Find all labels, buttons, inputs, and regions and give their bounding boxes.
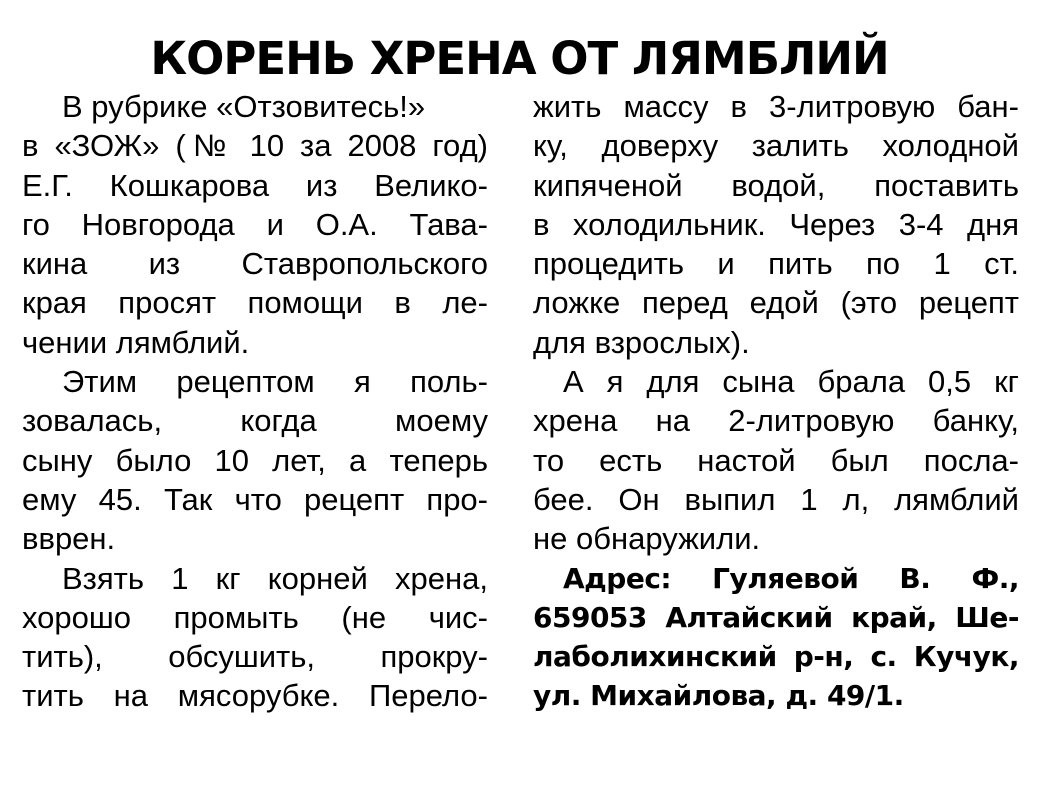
address-line: лаболихинский р-н, с. Кучук, [533, 640, 1019, 674]
paragraph-line: хрена на 2-литровую банку, [533, 403, 1019, 439]
paragraph-line: А я для сына брала 0,5 кг [563, 364, 1019, 400]
paragraph-line: го Новгорода и О.А. Тава- [22, 206, 488, 242]
paragraph-line: вврен. [22, 521, 116, 557]
paragraph-line: сыну было 10 лет, а теперь [22, 442, 488, 478]
paragraph-line: зовалась, когда моему [22, 403, 488, 439]
left-column [22, 87, 488, 716]
paragraph-line: Взять 1 кг корней хрена, [62, 560, 488, 596]
paragraph-line: края просят помощи в ле- [22, 285, 488, 321]
article-title: КОРЕНЬ ХРЕНА ОТ ЛЯМБЛИЙ [150, 32, 889, 85]
paragraph-line: чении лямблий. [22, 324, 250, 360]
paragraph-line: не обнаружили. [533, 521, 761, 557]
paragraph-line: ку, доверху залить холодной [533, 128, 1019, 164]
right-column [533, 87, 1019, 716]
paragraph-line: кипяченой водой, поставить [533, 167, 1019, 203]
paragraph-line: ложке перед едой (это рецепт [533, 285, 1019, 321]
paragraph-line: жить массу в 3-литровую бан- [533, 89, 1019, 124]
paragraph-line: Е.Г. Кошкарова из Велико- [22, 167, 488, 203]
paragraph-line: Этим рецептом я поль- [62, 364, 488, 400]
address-line: ул. Михайлова, д. 49/1. [533, 679, 904, 713]
address-line: 659053 Алтайский край, Ше- [533, 600, 1019, 634]
paragraph-line: хорошо промыть (не чис- [22, 599, 488, 635]
paragraph-line: то есть настой был посла- [533, 442, 1019, 478]
paragraph-line: процедить и пить по 1 ст. [533, 246, 1019, 282]
paragraph-line: тить на мясорубке. Перело- [22, 678, 488, 714]
paragraph-line: для взрослых). [533, 324, 750, 360]
paragraph-line: ему 45. Так что рецепт про- [22, 481, 488, 517]
address-line: Адрес: Гуляевой В. Ф., [563, 561, 1019, 595]
paragraph-line: в «ЗОЖ» (№ 10 за 2008 год) [22, 128, 488, 164]
paragraph-line: тить), обсушить, прокру- [22, 639, 488, 675]
paragraph-line: в холодильник. Через 3-4 дня [533, 206, 1019, 242]
paragraph-line: кина из Ставропольского [22, 246, 488, 282]
paragraph-line: В рубрике «Отзовитесь!» [62, 89, 426, 124]
paragraph-line: бее. Он выпил 1 л, лямблий [533, 481, 1019, 517]
